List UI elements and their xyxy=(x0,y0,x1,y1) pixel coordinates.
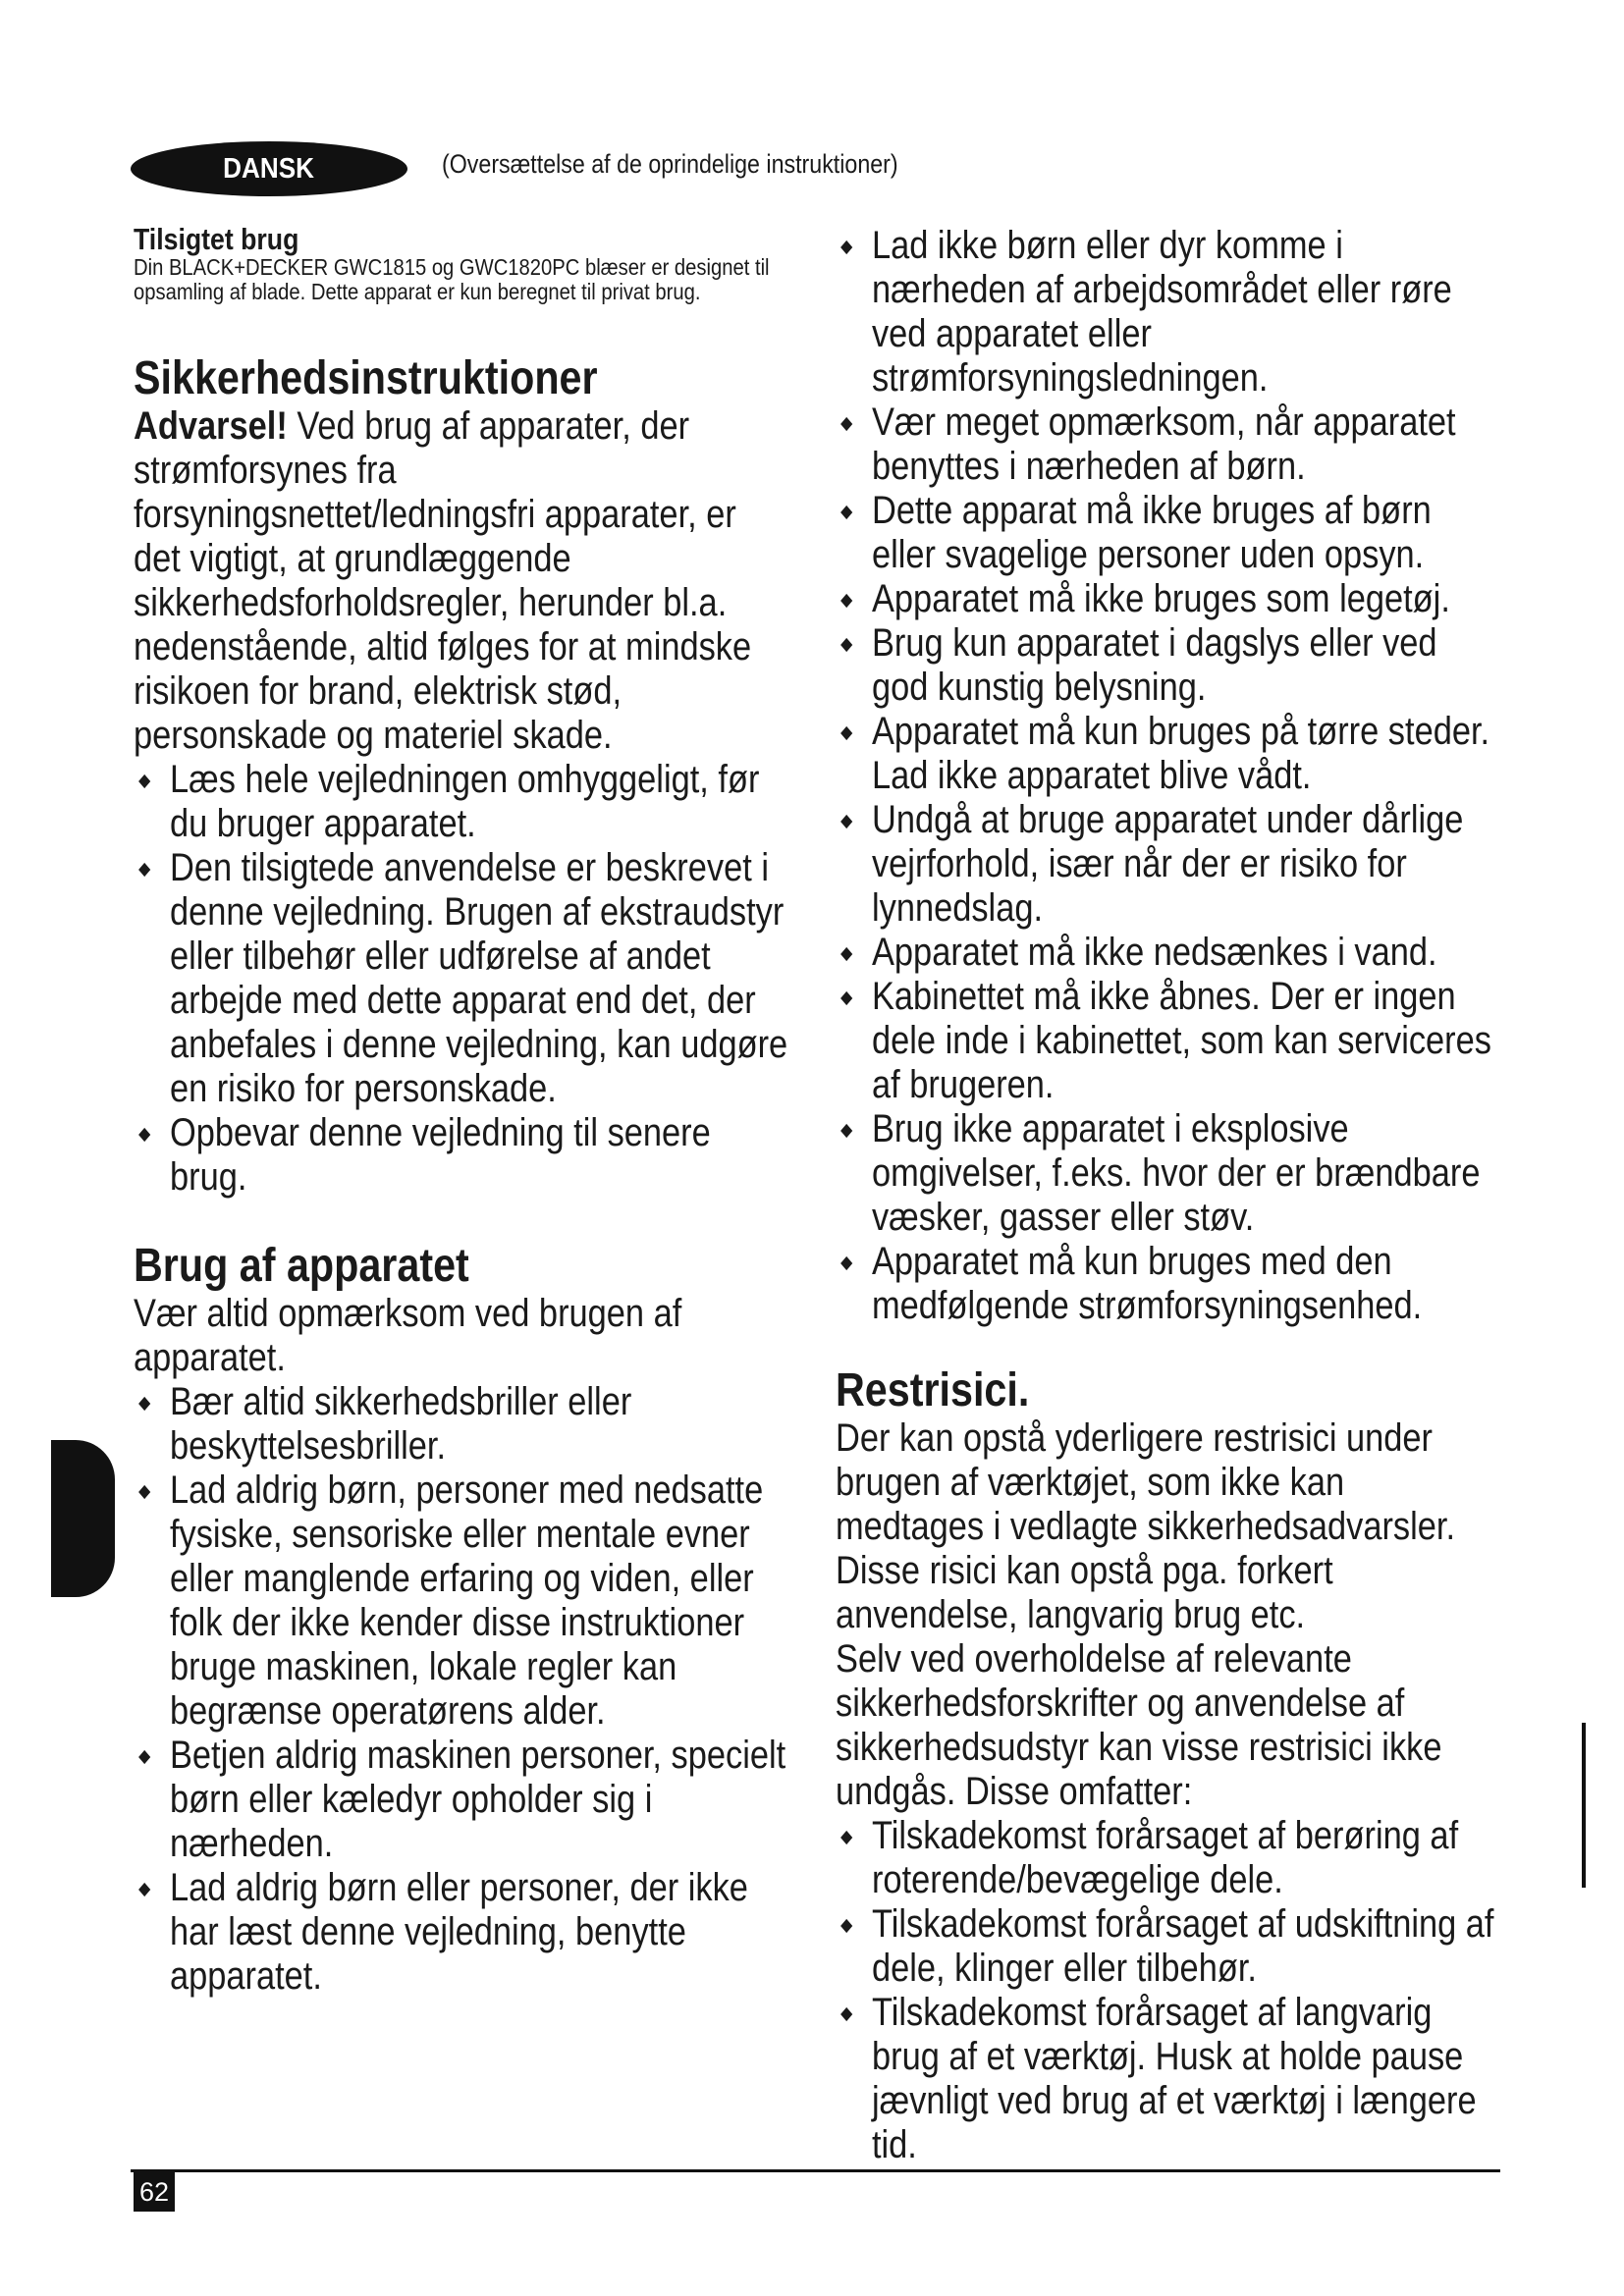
diamond-bullet-icon xyxy=(840,991,852,1005)
diamond-bullet-icon xyxy=(840,240,852,254)
footer-rule xyxy=(131,2169,1500,2172)
language-badge-label: DANSK xyxy=(223,153,315,185)
language-badge xyxy=(131,141,407,196)
safety-heading: Sikkerhedsinstruktioner xyxy=(134,352,598,404)
translation-note: (Oversættelse af de oprindelige instruktioner) xyxy=(442,149,898,179)
diamond-bullet-icon xyxy=(840,726,852,740)
list-item: Tilskadekomst forårsaget af langvarig brug af et værktøj. Husk at holde pause jævnligt ved brug af et værktøj i længere tid. xyxy=(836,1991,1494,2167)
residual-risks-paragraph-1: Der kan opstå yderligere restrisici under brugen af værktøjet, som ikke kan medtages i vedlagte sikkerhedsadvarsler. Disse risici kan opstå pga. forkert anvendelse, langvarig brug etc. xyxy=(836,1416,1456,1636)
list-item: Apparatet må kun bruges på tørre steder. Lad ikke apparatet blive vådt. xyxy=(836,710,1494,798)
residual-risks-paragraph-2: Selv ved overholdelse af relevante sikkerhedsforskrifter og anvendelse af sikkerhedsudstyr kan visse restrisici ikke undgås. Disse omfatter: xyxy=(836,1637,1442,1813)
list-item: Den tilsigtede anvendelse er beskrevet i denne vejledning. Brugen af ekstraudstyr eller tilbehør eller udførelse af andet arbejde med dette apparat end det, der anbefales i denne vejledning, kan udgøre en risiko for personskade. xyxy=(134,846,792,1111)
list-item: Opbevar denne vejledning til senere brug. xyxy=(134,1111,792,1200)
list-item: Lad ikke børn eller dyr komme i nærheden af arbejdsområdet eller røre ved apparatet eller strømforsyningsledningen. xyxy=(836,224,1494,400)
list-item: Dette apparat må ikke bruges af børn eller svagelige personer uden opsyn. xyxy=(836,489,1494,577)
list-item: Brug kun apparatet i dagslys eller ved god kunstig belysning. xyxy=(836,621,1494,710)
diamond-bullet-icon xyxy=(840,2007,852,2021)
residual-risks-bullet-list xyxy=(836,1814,1494,2167)
diamond-bullet-icon xyxy=(840,417,852,431)
intended-use-heading: Tilsigtet brug xyxy=(134,222,299,256)
residual-risks-heading: Restrisici. xyxy=(836,1364,1030,1416)
diamond-bullet-icon xyxy=(840,638,852,652)
section-side-tab xyxy=(51,1440,115,1597)
diamond-bullet-icon xyxy=(840,947,852,961)
list-item: Bær altid sikkerhedsbriller eller beskyttelsesbriller. xyxy=(134,1380,792,1468)
list-item: Betjen aldrig maskinen personer, specielt børn eller kæledyr opholder sig i nærheden. xyxy=(134,1734,792,1866)
intended-use-text: Din BLACK+DECKER GWC1815 og GWC1820PC blæser er designet til opsamling af blade. Dette apparat er kun beregnet til privat brug. xyxy=(134,254,770,304)
page-number: 62 xyxy=(134,2172,175,2212)
diamond-bullet-icon xyxy=(138,1485,150,1499)
list-item: Lad aldrig børn, personer med nedsatte fysiske, sensoriske eller mentale evner eller manglende erfaring og viden, eller folk der ikke kender disse instruktioner bruge maskinen, lokale regler kan begrænse operatørens alder. xyxy=(134,1468,792,1734)
left-column xyxy=(134,224,792,1999)
diamond-bullet-icon xyxy=(138,1750,150,1764)
diamond-bullet-icon xyxy=(840,594,852,608)
usage-bullet-list-continued xyxy=(836,224,1494,1328)
list-item: Tilskadekomst forårsaget af berøring af roterende/bevægelige dele. xyxy=(836,1814,1494,1902)
list-item: Apparatet må ikke bruges som legetøj. xyxy=(836,577,1494,621)
warning-text: Ved brug af apparater, der strømforsynes fra forsyningsnettet/ledningsfri apparater, er det vigtigt, at grundlæggende sikkerhedsforholdsregler, herunder bl.a. nedenstående, altid følges for at mindske risikoen for brand, elektrisk stød, personskade og materiel skade. xyxy=(134,404,752,757)
list-item: Brug ikke apparatet i eksplosive omgivelser, f.eks. hvor der er brændbare væsker, gasser eller støv. xyxy=(836,1107,1494,1240)
safety-bullet-list xyxy=(134,758,792,1200)
diamond-bullet-icon xyxy=(138,1883,150,1896)
diamond-bullet-icon xyxy=(840,815,852,828)
usage-heading: Brug af apparatet xyxy=(134,1240,469,1292)
list-item: Undgå at bruge apparatet under dårlige vejrforhold, især når der er risiko for lynnedslag. xyxy=(836,798,1494,931)
usage-intro: Vær altid opmærksom ved brugen af apparatet. xyxy=(134,1292,682,1379)
list-item: Apparatet må ikke nedsænkes i vand. xyxy=(836,931,1494,975)
right-column xyxy=(836,224,1494,2167)
edge-marker xyxy=(1582,1723,1586,1888)
diamond-bullet-icon xyxy=(840,1831,852,1844)
diamond-bullet-icon xyxy=(138,863,150,877)
usage-bullet-list xyxy=(134,1380,792,1999)
warning-label: Advarsel! xyxy=(134,404,288,448)
safety-warning xyxy=(134,404,792,758)
list-item: Kabinettet må ikke åbnes. Der er ingen dele inde i kabinettet, som kan serviceres af brugeren. xyxy=(836,975,1494,1107)
diamond-bullet-icon xyxy=(138,774,150,788)
list-item: Vær meget opmærksom, når apparatet benyttes i nærheden af børn. xyxy=(836,400,1494,489)
diamond-bullet-icon xyxy=(138,1397,150,1411)
list-item: Læs hele vejledningen omhyggeligt, før du bruger apparatet. xyxy=(134,758,792,846)
list-item: Lad aldrig børn eller personer, der ikke har læst denne vejledning, benytte apparatet. xyxy=(134,1866,792,1999)
list-item: Apparatet må kun bruges med den medfølgende strømforsyningsenhed. xyxy=(836,1240,1494,1328)
list-item: Tilskadekomst forårsaget af udskiftning af dele, klinger eller tilbehør. xyxy=(836,1902,1494,1991)
diamond-bullet-icon xyxy=(840,506,852,519)
diamond-bullet-icon xyxy=(840,1124,852,1138)
diamond-bullet-icon xyxy=(138,1128,150,1142)
diamond-bullet-icon xyxy=(840,1256,852,1270)
diamond-bullet-icon xyxy=(840,1919,852,1933)
